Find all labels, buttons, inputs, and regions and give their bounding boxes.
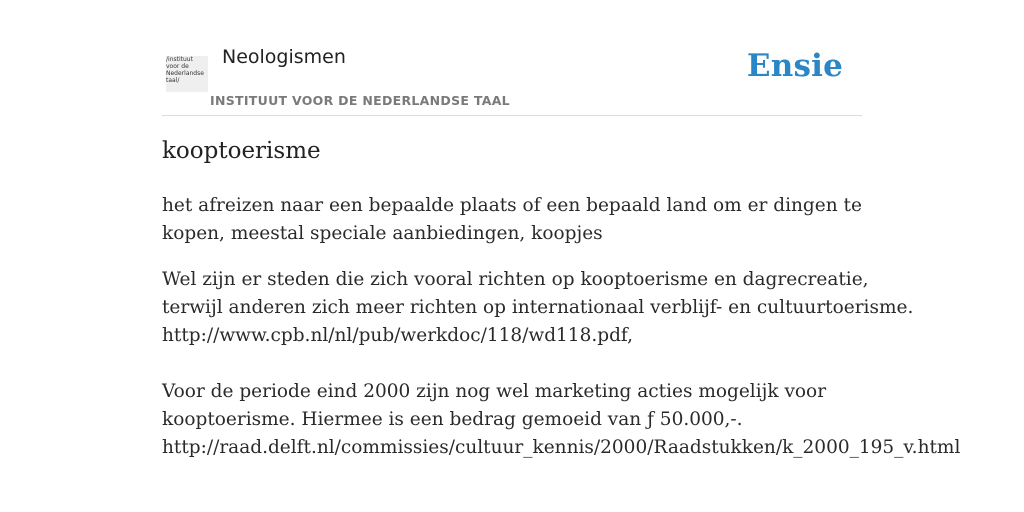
example-line: Voor de periode eind 2000 zijn nog wel marketing acties mogelijk voor [162, 381, 827, 402]
ensie-logo[interactable]: Ensie [746, 48, 843, 84]
example-line: kooptoerisme. Hiermee is een bedrag gemoeid van ƒ 50.000,-. [162, 409, 743, 430]
example-line: Wel zijn er steden die zich vooral richten op kooptoerisme en dagrecreatie, [162, 269, 869, 290]
example-line: terwijl anderen zich meer richten op internationaal verblijf- en cultuurtoerisme. [162, 297, 914, 318]
example-source-link: http://www.cpb.nl/nl/pub/werkdoc/118/wd118.pdf, [162, 325, 633, 346]
site-subtitle: INSTITUUT VOOR DE NEDERLANDSE TAAL [210, 93, 510, 108]
entry-definition: het afreizen naar een bepaalde plaats of een bepaald land om er dingen te kopen, meestal speciale aanbiedingen, koopjes [162, 195, 862, 244]
examples [162, 266, 961, 490]
header [162, 40, 862, 116]
entry-term: kooptoerisme [162, 138, 321, 164]
example-source-link: http://raad.delft.nl/commissies/cultuur_kennis/2000/Raadstukken/k_2000_195_v.html [162, 437, 961, 458]
example-quote [162, 266, 912, 350]
example-quote [162, 378, 961, 462]
ivdnt-logo[interactable]: /instituut voor de Nederlandse taal/ [166, 56, 208, 92]
site-title[interactable]: Neologismen [222, 46, 346, 68]
